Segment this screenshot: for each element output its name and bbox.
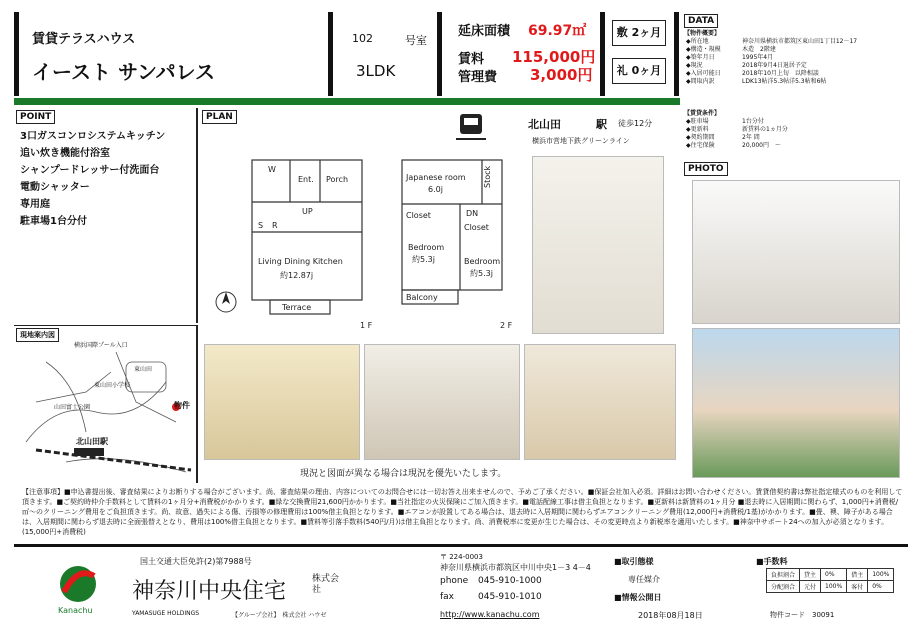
point-section (14, 108, 198, 323)
north-compass-icon (216, 292, 236, 312)
data-row-key: ◆構造・規模 (686, 46, 721, 53)
header-divider-1 (328, 12, 333, 96)
green-band (14, 98, 680, 105)
website-link[interactable]: http://www.kanachu.com (440, 610, 540, 619)
room-suffix: 号室 (405, 34, 427, 47)
fax-label: fax (440, 592, 455, 602)
label-r: R (272, 221, 278, 230)
data-row-key: ◆住宅保険 (686, 142, 715, 149)
floor-2-label: 2 F (500, 321, 513, 330)
station-name: 北山田 (528, 118, 561, 131)
rent-value: 115,000円 (512, 48, 596, 66)
kanachu-logo-icon (50, 562, 106, 606)
point-item: シャンプードレッサー付洗面台 (20, 165, 160, 176)
point-item: 3口ガスコンロシステムキッチン (20, 131, 166, 142)
photo-title: PHOTO (684, 162, 728, 176)
room-japanese: Japanese room (406, 173, 466, 182)
photo-section (682, 160, 908, 480)
fee-cell: 客付 (847, 581, 868, 593)
fee-cell: 借主 (847, 569, 868, 581)
room-bed-1-size: 約5.3j (412, 255, 435, 264)
map-target: 物件 (174, 401, 190, 410)
fee-cell: 100% (868, 569, 894, 581)
group-name: YAMASUGE HOLDINGS (132, 610, 200, 617)
rent-heading: 【賃貸条件】 (684, 110, 721, 117)
disclaimer: 【注意事項】■申込書提出後、審査結果によりお断りする場合がございます。尚、審査結果の理由、内容についてのお問合せには一切お答え出来ませんので、予めご了承ください。■保証会社加入必須。詳細はお問い合わせください。賃貸借契約書は弊社指定様式のものを利用して頂きます。■ご契約時仲介手数料として賃料の1ヶ月分+消費税がかかります。■緑な交換費用21,600円かかります。■当社指定の火災保険にご加入頂きます。■電話配線工事は借主負担となります。■更新料は新賃料の1ヶ月分 ■退去時に入居期間に関わらず、1,000円+消費税/㎡～のクリーニング費用をご負担頂きます。尚、故意、過失による傷、汚損等の修理費用は100%借主負担となります。■エアコンが設置してある場合は、退去時に入居期間に関わらずエアコンクリーニング費用(12,000円+消費税/1基)がかかります。■畳、襖、障子がある場合は、入居期間に関わらず退去時に全面張替えとなり、費用は100%借主負担となります。■賃料等引落手数料(540円/月)は借主負担となります。尚、消費税率に変更が生じた場合は、その変更時点より新税率を適用いたします。■神奈中サポート24への加入が必須となります。(15,000円+消費税) (22, 488, 903, 536)
room-ent: Ent. (298, 175, 314, 184)
train-line: 横浜市営地下鉄グリーンライン (532, 137, 630, 145)
data-row (686, 78, 908, 86)
data-row-value: 2018年9月4日退居予定 (742, 62, 807, 69)
data-row-value: 新賃料の1ヵ月分 (742, 126, 788, 133)
layout-type: 3LDK (356, 62, 396, 80)
info-label: ■情報公開日 (614, 593, 662, 602)
map-title: 現地案内図 (16, 328, 59, 342)
point-item: 専用庭 (20, 199, 50, 210)
room-number: 102 (352, 32, 373, 45)
fee-value: 3,000円 (530, 66, 593, 84)
fee-cell: 100% (821, 581, 847, 593)
room-bed-1: Bedroom (408, 243, 445, 252)
floor-plan (210, 152, 530, 332)
rent-rows (686, 118, 908, 150)
data-row (686, 54, 908, 62)
company-suffix: 株式会社 (312, 574, 340, 595)
data-row-value: 1995年4月 (742, 54, 774, 61)
data-row (686, 126, 908, 134)
closet-photo (524, 344, 676, 460)
property-name: イースト サンパレス (32, 60, 215, 84)
point-item: 駐車場1台分付 (20, 216, 87, 227)
data-row (686, 62, 908, 70)
property-heading: 【物件概要】 (684, 30, 721, 37)
data-row-value: LDK13帖洋5.3帖洋5.3帖和6帖 (742, 78, 827, 85)
fee-row (767, 581, 894, 593)
header-divider-3 (600, 12, 605, 96)
label-w: W (268, 165, 276, 174)
data-box (682, 12, 908, 162)
floor-1-label: 1 F (360, 321, 373, 330)
point-title: POINT (16, 110, 55, 124)
data-row-key: ◆契約期間 (686, 134, 715, 141)
point-list (20, 128, 165, 230)
property-rows (686, 38, 908, 86)
data-row-value: 2年 間 (742, 134, 760, 141)
point-item: 追い炊き機能付浴室 (20, 148, 110, 159)
area-map (16, 342, 196, 482)
info-date: 2018年08月18日 (638, 611, 703, 620)
rent-label: 賃料 (458, 52, 485, 67)
data-row (686, 118, 908, 126)
control-number: 物件コード 30091 (770, 611, 835, 619)
exterior-photo (692, 328, 900, 478)
property-category: 賃貸テラスハウス (32, 32, 136, 47)
license: 国土交通大臣免許(2)第7988号 (140, 557, 252, 566)
fee-cell: 負担割合 (767, 569, 800, 581)
map-section (14, 325, 198, 483)
data-row-key: ◆間取内訳 (686, 78, 715, 85)
phone-label: phone (440, 576, 469, 586)
room-terrace: Terrace (282, 303, 312, 312)
logo-text: Kanachu (58, 606, 93, 615)
room-ldk: Living Dining Kitchen (258, 257, 343, 266)
data-row (686, 38, 908, 46)
address: 神奈川県横浜市都筑区中川中央1－3 4－4 (440, 563, 591, 572)
data-row (686, 142, 908, 150)
fee-cell: 0% (868, 581, 894, 593)
fee-cell: 分配割合 (767, 581, 800, 593)
label-dn: DN (466, 209, 479, 218)
data-row (686, 46, 908, 54)
room-japanese-size: 6.0j (428, 185, 443, 194)
map-station: 北山田駅 (76, 437, 108, 446)
header-divider-2 (437, 12, 442, 96)
plan-section (200, 108, 678, 340)
data-row-value: 神奈川県横浜市都筑区東山田1丁目12－17 (742, 38, 858, 45)
data-row-key: ◆駐車場 (686, 118, 709, 125)
deal-label: ■取引態様 (614, 557, 654, 566)
station-suffix: 駅 (596, 118, 607, 131)
label-s: S (258, 221, 264, 230)
fee-cell: 元付 (800, 581, 821, 593)
company-name: 神奈川中央住宅 (132, 579, 287, 604)
fee-cell: 0% (821, 569, 847, 581)
group-note: 【グループ会社】 株式会社 ハウゼ (232, 612, 327, 619)
header-divider-4 (674, 12, 679, 96)
notice-text: 現況と図面が異なる場合は現況を優先いたします。 (300, 469, 507, 479)
map-label-1: 横浜国際プール入口 (74, 342, 128, 349)
data-row-key: ◆所在地 (686, 38, 709, 45)
station-box (456, 112, 668, 148)
header-left-bar (14, 12, 19, 96)
plan-title: PLAN (202, 110, 237, 124)
data-row (686, 134, 908, 142)
data-row-key: ◆現況 (686, 62, 703, 69)
area-label: 延床面積 (458, 24, 511, 39)
deposit-value: 敷 2ヶ月 (616, 26, 662, 39)
room-balcony: Balcony (406, 293, 438, 302)
data-row-value: 木造 2階建 (742, 46, 776, 53)
footer-rule (14, 544, 908, 547)
data-row-value: 20,000円 ～ (742, 142, 781, 149)
fee-label: 管理費 (458, 70, 498, 85)
fee-table (766, 568, 894, 593)
key-money-value: 礼 0ヶ月 (616, 64, 662, 77)
room-porch: Porch (326, 175, 349, 184)
data-row-key: ◆築年月日 (686, 54, 715, 61)
map-label-4: 山田富士公園 (54, 404, 91, 411)
room-ldk-size: 約12.87j (280, 271, 314, 280)
area-value: 69.97㎡ (528, 23, 587, 39)
train-icon (456, 112, 486, 142)
vanity-photo (532, 156, 664, 334)
postal: 〒 224-0003 (440, 553, 483, 561)
room-stock: Stock (483, 165, 492, 188)
point-item: 電動シャッター (20, 182, 90, 193)
key-money-box (612, 58, 666, 84)
walk-time: 徒歩12分 (618, 119, 653, 128)
interior-photo (692, 180, 900, 324)
data-row-value: 2018年10月上旬 以降相談 (742, 70, 819, 77)
fax-number: 045-910-1010 (478, 592, 542, 602)
deal-value: 専任媒介 (628, 575, 660, 584)
room-closet-1: Closet (406, 211, 431, 220)
bathroom-photo (204, 344, 360, 460)
data-row-key: ◆入居可能日 (686, 70, 721, 77)
room-closet-2: Closet (464, 223, 489, 232)
data-row-key: ◆更新料 (686, 126, 709, 133)
deposit-box (612, 20, 666, 46)
room-bed-2: Bedroom (464, 257, 501, 266)
map-label-2: 東山田 (134, 366, 153, 373)
data-row-value: 1台分付 (742, 118, 764, 125)
fee-title: ■手数料 (756, 557, 788, 566)
map-label-3: 東山田小学校 (94, 382, 131, 389)
data-row (686, 70, 908, 78)
data-title: DATA (684, 14, 718, 28)
fee-row (767, 569, 894, 581)
kitchen-photo (364, 344, 520, 460)
room-bed-2-size: 約5.3j (470, 269, 493, 278)
fee-cell: 貸主 (800, 569, 821, 581)
label-up: UP (302, 207, 313, 216)
phone-number[interactable]: 045-910-1000 (478, 576, 542, 586)
